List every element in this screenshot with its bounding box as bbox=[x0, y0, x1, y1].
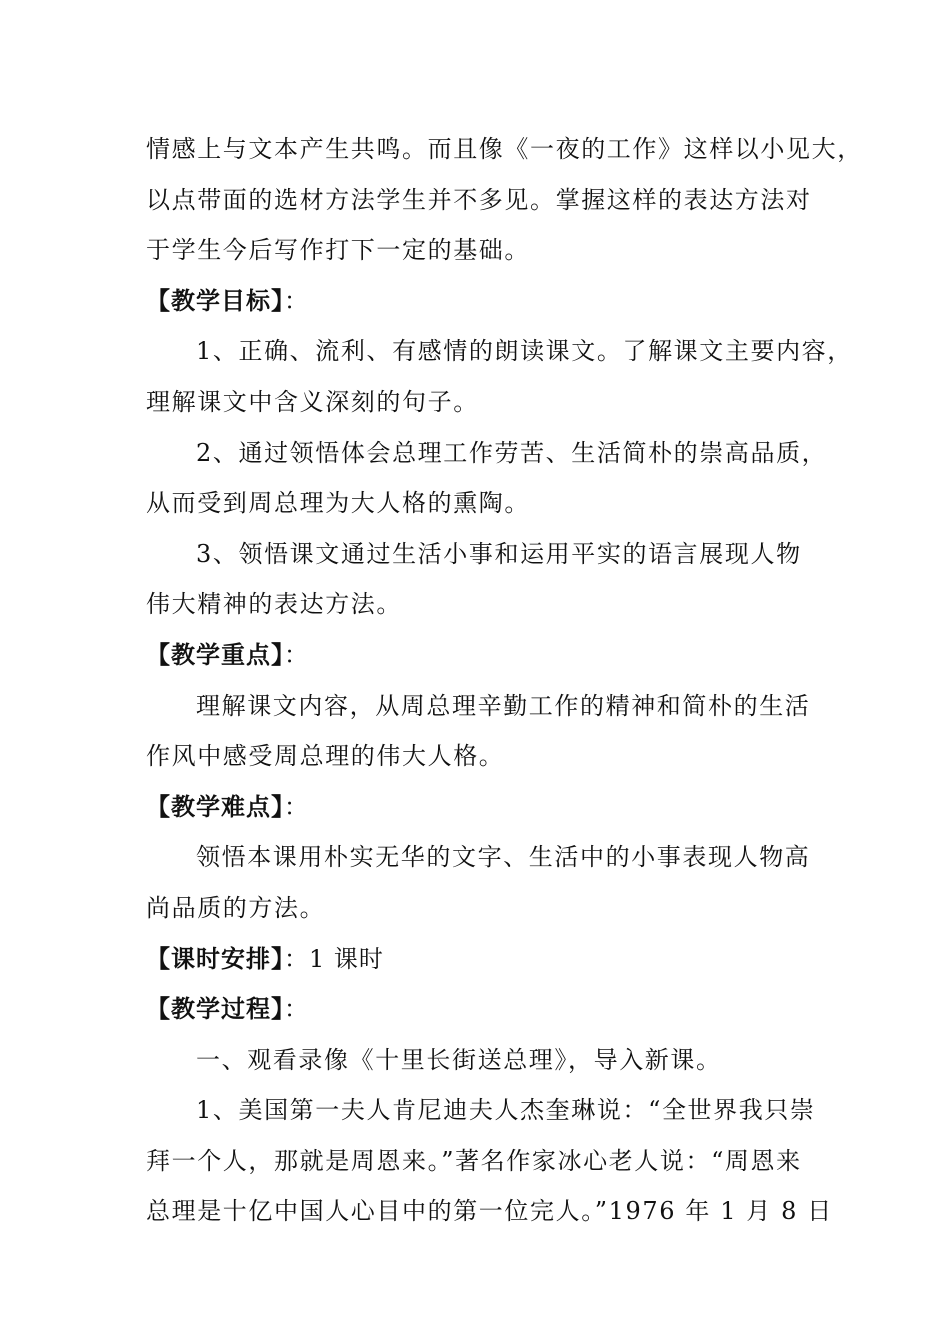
document-page bbox=[146, 124, 863, 1237]
objective-1-line-1: 1、正确、流利、有感情的朗读课文。了解课文主要内容， bbox=[196, 337, 853, 366]
objective-1-line-2: 理解课文中含义深刻的句子。 bbox=[146, 387, 479, 416]
objectives-heading: 【教学目标】： bbox=[146, 286, 309, 315]
intro-line-1: 情感上与文本产生共鸣。而且像《一夜的工作》这样以小见大， bbox=[146, 135, 863, 163]
process-heading: 【教学过程】： bbox=[146, 995, 309, 1024]
schedule-value: 1 课时 bbox=[309, 944, 384, 973]
objective-3-line-1: 3、领悟课文通过生活小事和运用平实的语言展现人物 bbox=[196, 539, 802, 568]
process-para-1-line-3: 总理是十亿中国人心目中的第一位完人。”1976 年 1 月 8 日 bbox=[146, 1197, 833, 1226]
objective-2-line-2: 从而受到周总理为大人格的熏陶。 bbox=[146, 489, 530, 518]
objective-2-line-1: 2、通过领悟体会总理工作劳苦、生活简朴的崇高品质， bbox=[196, 438, 828, 467]
process-step-1: 一、观看录像《十里长街送总理》，导入新课。 bbox=[196, 1045, 722, 1074]
difficulties-line-1: 领悟本课用朴实无华的文字、生活中的小事表现人物高 bbox=[196, 843, 811, 872]
objective-item-2 bbox=[146, 428, 828, 529]
difficulties-line-2: 尚品质的方法。 bbox=[146, 893, 326, 922]
process-para-1-line-1: 1、美国第一夫人肯尼迪夫人杰奎琳说：“全世界我只崇 bbox=[196, 1096, 816, 1125]
intro-line-3: 于学生今后写作打下一定的基础。 bbox=[146, 236, 530, 265]
objective-3-line-2: 伟大精神的表达方法。 bbox=[146, 590, 402, 619]
difficulties-paragraph bbox=[146, 832, 810, 933]
key-points-line-1: 理解课文内容，从周总理辛勤工作的精神和简朴的生活 bbox=[196, 691, 811, 720]
schedule-heading: 【课时安排】：1 课时 bbox=[146, 944, 384, 973]
key-points-paragraph bbox=[146, 681, 810, 782]
intro-paragraph bbox=[146, 124, 863, 276]
objective-item-1 bbox=[146, 326, 853, 427]
process-paragraph-1 bbox=[146, 1085, 833, 1237]
process-para-1-line-2: 拜一个人，那就是周恩来。”著名作家冰心老人说：“周恩来 bbox=[146, 1146, 802, 1175]
objective-item-3 bbox=[146, 529, 810, 630]
key-points-heading: 【教学重点】： bbox=[146, 640, 309, 669]
key-points-line-2: 作风中感受周总理的伟大人格。 bbox=[146, 742, 505, 771]
difficulties-heading: 【教学难点】： bbox=[146, 792, 309, 821]
intro-line-2: 以点带面的选材方法学生并不多见。掌握这样的表达方法对 bbox=[146, 185, 812, 214]
